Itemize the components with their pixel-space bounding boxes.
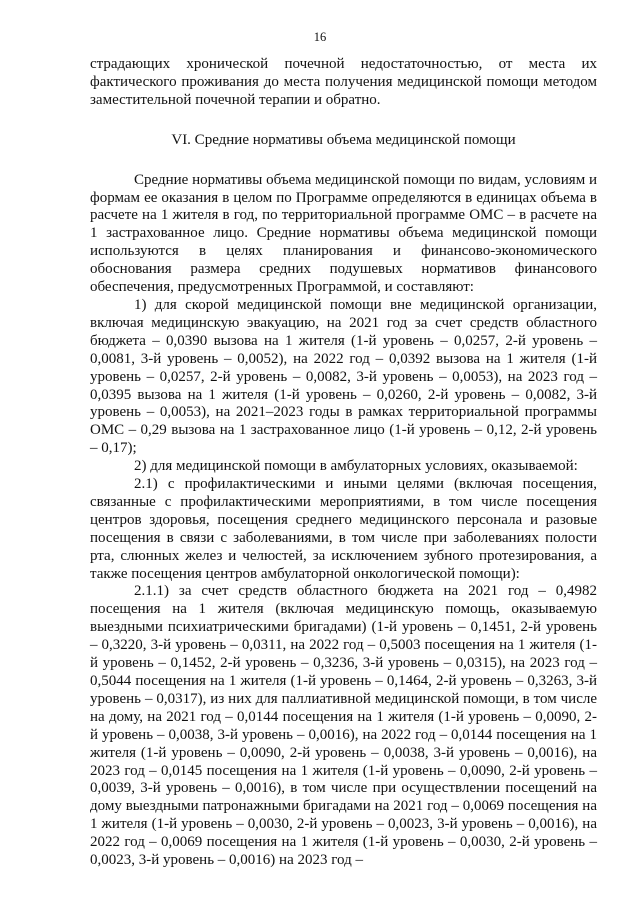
paragraph-item-2-1: 2.1) с профилактическими и иными целями (включая посещения, связанные с профилактическими мероприятиями, в том числе посещения центров здоровья, посещения среднего медицинского персонала и разовые посещения в связи с заболеваниями, в том числе при заболеваниях полости рта, слюнных желез и челюстей, за исключением зубного протезирования, а также посещения центров амбулаторной онкологической помощи): [90,476,597,582]
paragraph-item-1: 1) для скорой медицинской помощи вне медицинской организации, включая медицинскую эвакуацию, на 2021 год за счет средств областного бюджета – 0,0390 вызова на 1 жителя (1-й уровень – 0,0257, 2-й уровень – 0,0081, 3-й уровень – 0,0052), на 2022 год – 0,0392 вызова на 1 жителя (1-й уровень – 0,0257, 2-й уровень – 0,0082, 3-й уровень – 0,0053), на 2023 год – 0,0395 вызова на 1 жителя (1-й уровень – 0,0260, 2-й уровень – 0,0082, 3-й уровень – 0,0053), на 2021–2023 годы в рамках территориальной программы ОМС – 0,29 вызова на 1 застрахованное лицо (1-й уровень – 0,12, 2-й уровень – 0,17); [90,296,597,457]
document-body [90,56,597,870]
paragraph-intro: Средние нормативы объема медицинской помощи по видам, условиям и формам ее оказания в целом по Программе определяются в единицах объема в расчете на 1 жителя в год, по территориальной программе ОМС – в расчете на 1 застрахованное лицо. Средние нормативы объема медицинской помощи используются в целях планирования и финансово-экономического обоснования размера средних подушевых нормативов финансового обеспечения, предусмотренных Программой, и составляют: [90,171,597,296]
page-number: 16 [313,30,327,44]
section-heading: VI. Средние нормативы объема медицинской помощи [171,131,516,148]
paragraph-continuation: страдающих хронической почечной недостаточностью, от места их фактического проживания до места получения медицинской помощи методом заместительной почечной терапии и обратно. [90,56,597,108]
paragraph-item-2-1-1: 2.1.1) за счет средств областного бюджета на 2021 год – 0,4982 посещения на 1 жителя (включая медицинскую помощь, оказываемую выездными психиатрическими бригадами) (1-й уровень – 0,1451, 2-й уровень – 0,3220, 3-й уровень – 0,0311, на 2022 год – 0,5003 посещения на 1 жителя (1-й уровень – 0,1452, 2-й уровень – 0,3236, 3-й уровень – 0,0315), на 2023 год – 0,5044 посещения на 1 жителя (1-й уровень – 0,1464, 2-й уровень – 0,3263, 3-й уровень – 0,0317), из них для паллиативной медицинской помощи, в том числе на дому, на 2021 год – 0,0144 посещения на 1 жителя (1-й уровень – 0,0090, 2-й уровень – 0,0038, 3-й уровень – 0,0016), на 2022 год – 0,0144 посещения на 1 жителя (1-й уровень – 0,0090, 2-й уровень – 0,0038, 3-й уровень – 0,0016), на 2023 год – 0,0145 посещения на 1 жителя (1-й уровень – 0,0090, 2-й уровень – 0,0039, 3-й уровень – 0,0016), в том числе при осуществлении посещений на дому выездными патронажными бригадами на 2021 год – 0,0069 посещения на 1 жителя (1-й уровень – 0,0030, 2-й уровень – 0,0023, 3-й уровень – 0,0016), на 2022 год – 0,0069 посещения на 1 жителя (1-й уровень – 0,0030, 2-й уровень – 0,0023, 3-й уровень – 0,0016) на 2023 год – [90,583,597,869]
paragraph-item-2: 2) для медицинской помощи в амбулаторных условиях, оказываемой: [134,458,578,475]
